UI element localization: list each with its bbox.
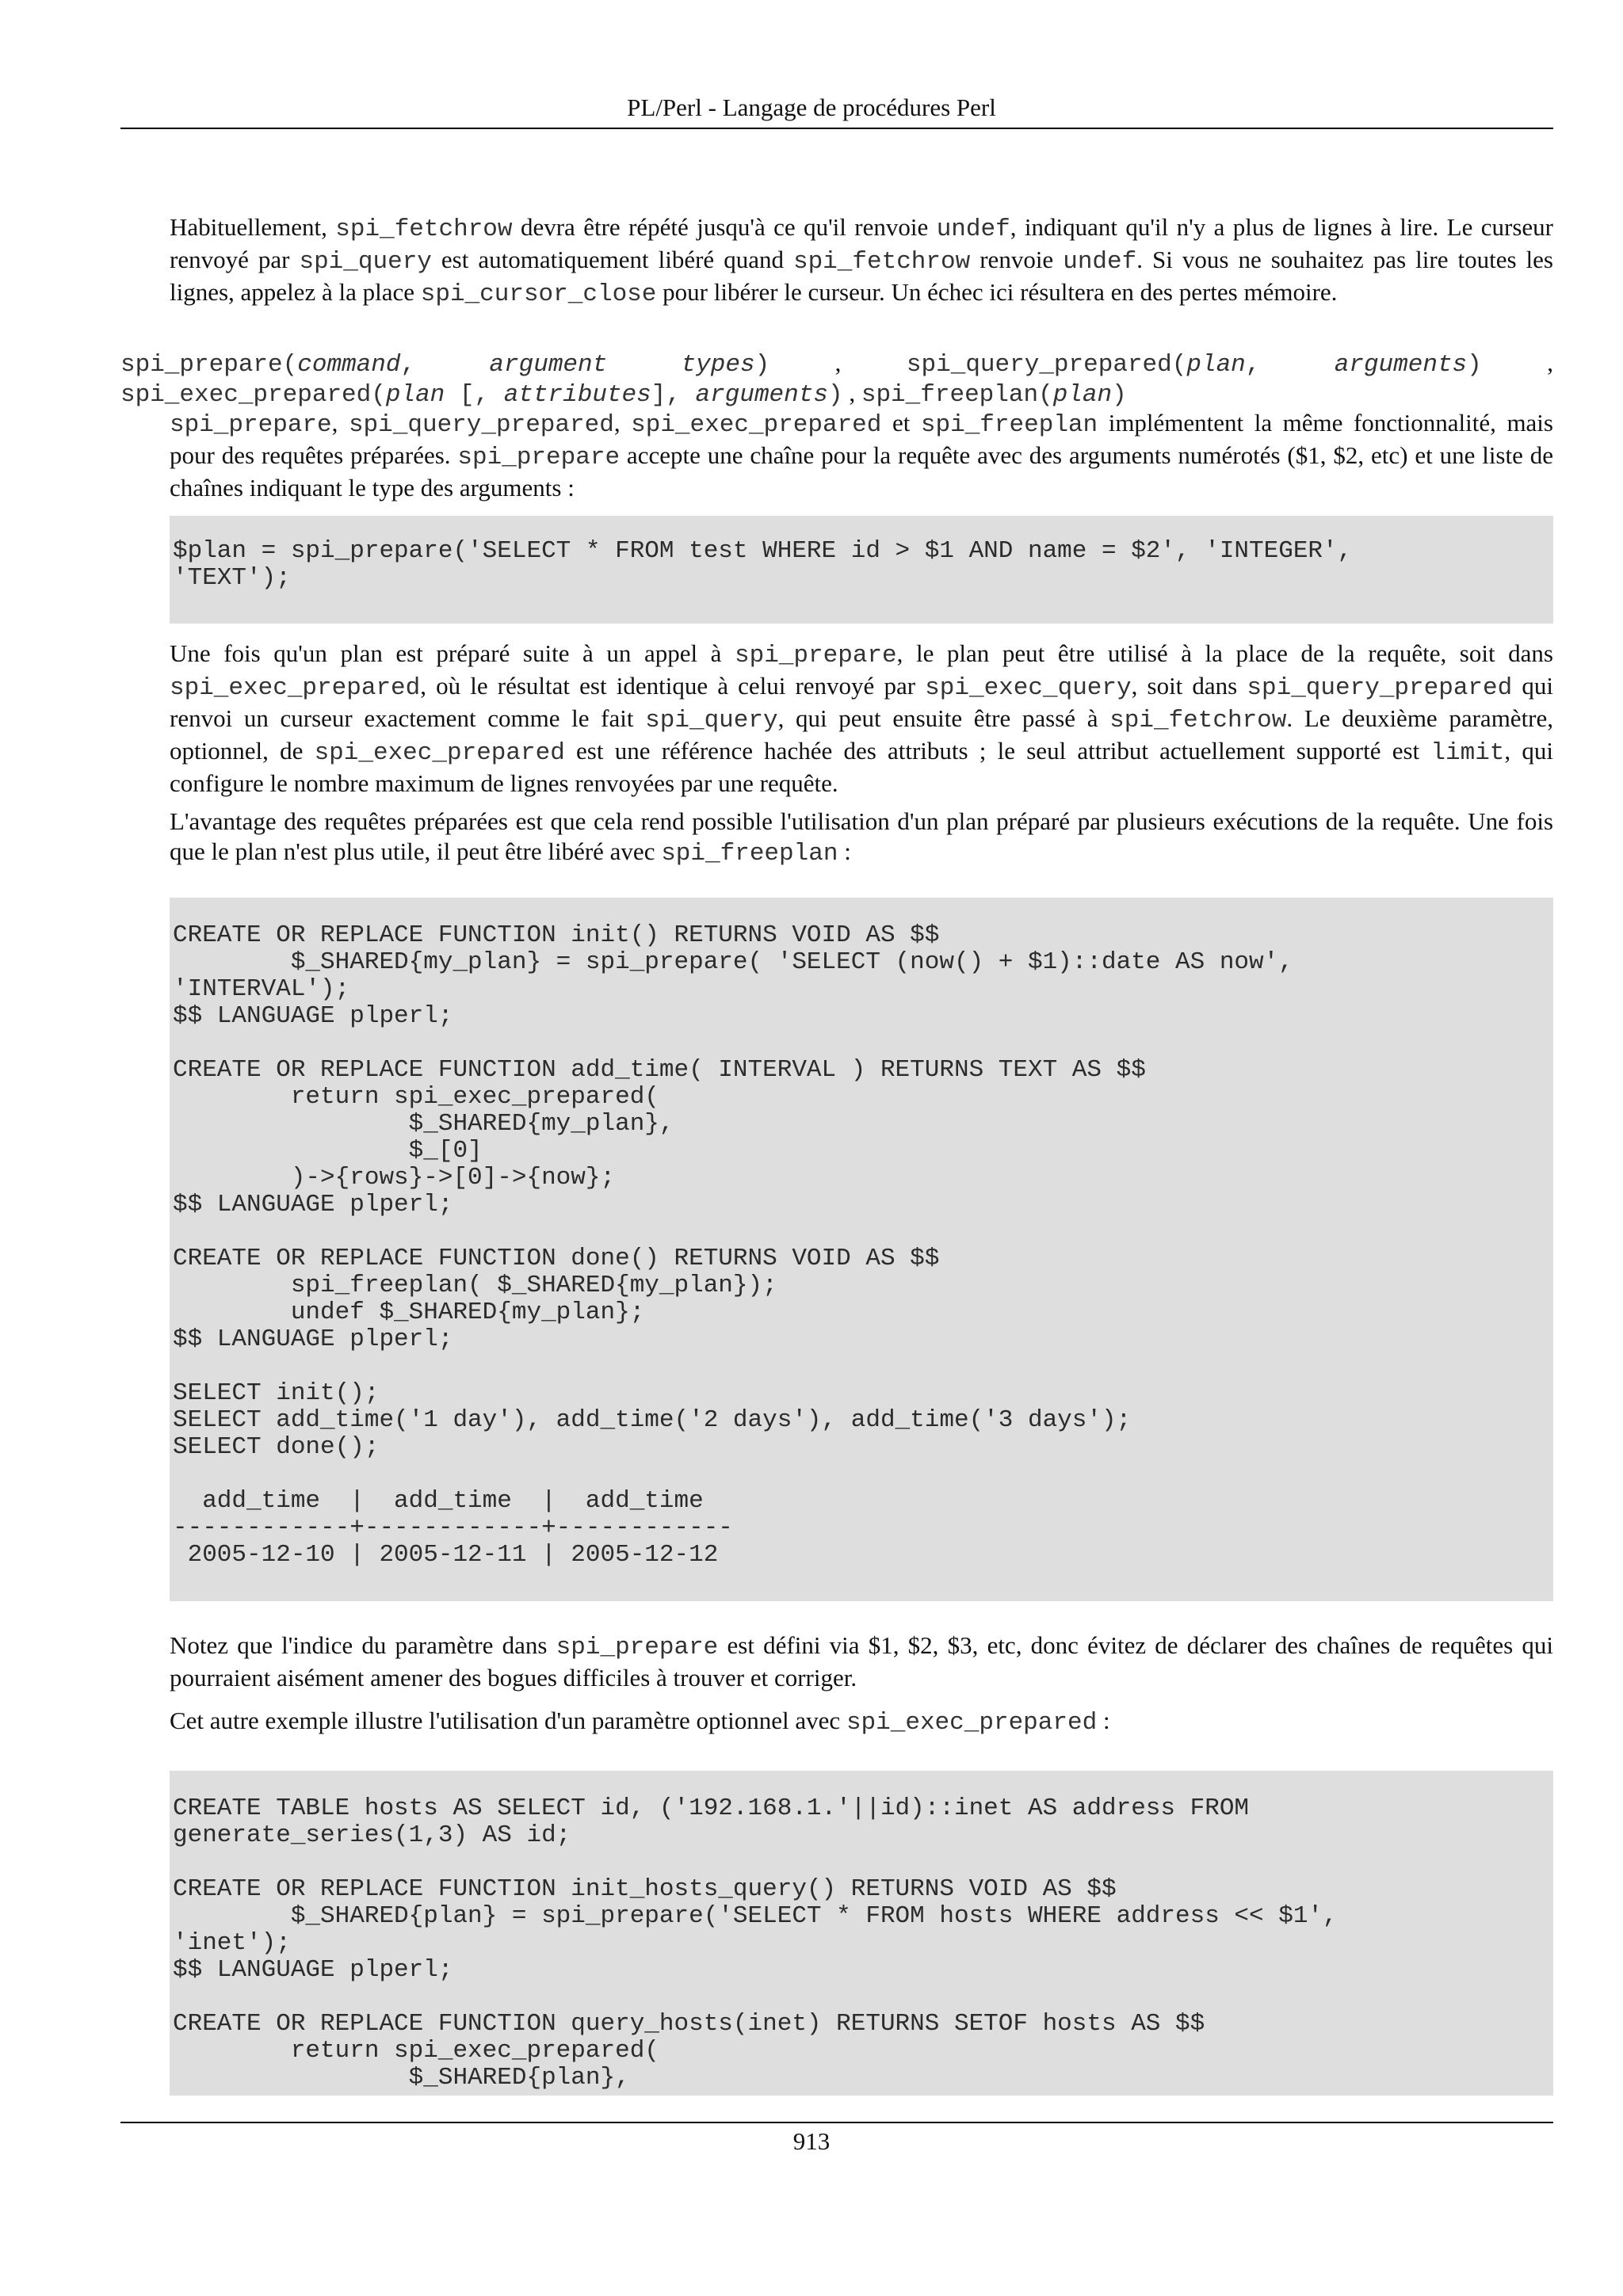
paragraph-parameter-index: Notez que l'indice du paramètre dans spi_prepare est défini via $1, $2, $3, etc, donc évitez de déclarer des chaînes de requêtes qui pourraient aisément amener des bogues difficiles à trouver et corriger. (170, 1631, 1553, 1691)
inline-code: spi_freeplan (920, 411, 1098, 439)
inline-code: spi_query_prepared (348, 411, 614, 439)
inline-code: spi_freeplan (661, 840, 838, 868)
code-block-hosts-example (170, 1771, 1553, 2096)
inline-code: spi_fetchrow (1109, 707, 1287, 734)
inline-code: spi_prepare (735, 642, 897, 669)
inline-code: undef (936, 215, 1010, 243)
code-listing: $plan = spi_prepare('SELECT * FROM test WHERE id > $1 AND name = $2', 'INTEGER', 'TEXT'); (173, 537, 1353, 592)
paragraph-optional-parameter: Cet autre exemple illustre l'utilisation d'un paramètre optionnel avec spi_exec_prepared : (170, 1707, 1110, 1737)
inline-code: spi_cursor_close (420, 280, 657, 308)
paragraph-fetchrow: Habituellement, spi_fetchrow devra être répété jusqu'à ce qu'il renvoie undef, indiquant qu'il n'y a plus de lignes à lire. Le curseur renvoyé par spi_query est automatiquement libéré quand spi_fetchrow renvoie undef. Si vous ne souhaitez pas lire toutes les lignes, appelez à la place spi_cursor_close pour libérer le curseur. Un échec ici résultera en des pertes mémoire. (170, 213, 1554, 308)
inline-code: spi_exec_query (925, 674, 1132, 702)
inline-code: spi_exec_prepared (170, 674, 421, 702)
inline-code: spi_fetchrow (335, 215, 513, 243)
code-block-plan-lifecycle (170, 898, 1553, 1601)
header-divider (120, 128, 1553, 129)
inline-code: spi_query_prepared (1247, 674, 1513, 702)
inline-code: spi_prepare (457, 444, 621, 471)
inline-code: spi_prepare (556, 1634, 719, 1661)
inline-code: spi_query (299, 248, 432, 276)
inline-code: spi_exec_prepared (314, 739, 565, 767)
code-listing: CREATE OR REPLACE FUNCTION init() RETURNS VOID AS $$ $_SHARED{my_plan} = spi_prepare( 'SELECT (now() + $1)::date AS now', 'INTERVAL'); $$ LANGUAGE plperl; CREATE OR REPLACE FUNCTION add_time( INTERVAL ) RETURNS TEXT AS $$ return spi_exec_prepared( $_SHARED{my_plan}, $_[0] )->{rows}->[0]->{now}; $$ LANGUAGE plperl; CREATE OR REPLACE FUNCTION done() RETURNS VOID AS $$ spi_freeplan( $_SHARED{my_plan}); undef $_SHARED{my_plan}; $$ LANGUAGE plperl; SELECT init(); SELECT add_time('1 day'), add_time('2 days'), add_time('3 days'); SELECT done(); add_time | add_time | add_time ------------+------------+------------ 2005-12-10 | 2005-12-11 | 2005-12-12 (173, 921, 1293, 1569)
inline-code: spi_query (645, 707, 778, 734)
paragraph-freeplan: L'avantage des requêtes préparées est que cela rend possible l'utilisation d'un plan préparé par plusieurs exécutions de la requête. Une fois que le plan n'est plus utile, il peut être libéré avec spi_freeplan : (170, 807, 1553, 868)
inline-code: spi_exec_prepared (846, 1709, 1098, 1737)
footer-divider (120, 2122, 1553, 2123)
paragraph-plan-usage: Une fois qu'un plan est préparé suite à un appel à spi_prepare, le plan peut être utilisé à la place de la requête, soit dans spi_exec_prepared, où le résultat est identique à celui renvoyé par spi_exec_query, soit dans spi_query_prepared qui renvoi un curseur exactement comme le fait spi_query, qui peut ensuite être passé à spi_fetchrow. Le deuxième paramètre, optionnel, de spi_exec_prepared est une référence hachée des attributs ; le seul attribut actuellement supporté est limit, qui configure le nombre maximum de lignes renvoyées par une requête. (170, 639, 1554, 797)
definition-term-line-1: spi_prepare(command, argument types) , spi_query_prepared(plan, arguments) , (120, 349, 1554, 379)
inline-code: undef (1063, 248, 1137, 276)
code-block-prepare-example (170, 516, 1553, 624)
inline-code: spi_fetchrow (792, 248, 971, 276)
inline-code: spi_exec_prepared (631, 411, 882, 439)
inline-code: spi_prepare (170, 411, 332, 439)
paragraph-prepare-description: spi_prepare, spi_query_prepared, spi_exec_prepared et spi_freeplan implémentent la même fonctionnalité, mais pour des requêtes préparées. spi_prepare accepte une chaîne pour la requête avec des arguments numérotés ($1, $2, etc) et une liste de chaînes indiquant le type des arguments : (170, 409, 1554, 502)
definition-term-line-2: spi_exec_prepared(plan [, attributes], arguments) , spi_freeplan(plan) (120, 379, 1127, 409)
page-number: 913 (792, 2127, 831, 2155)
running-header: PL/Perl - Langage de procédures Perl (627, 93, 996, 121)
code-listing: CREATE TABLE hosts AS SELECT id, ('192.168.1.'||id)::inet AS address FROM generate_series(1,3) AS id; CREATE OR REPLACE FUNCTION init_hosts_query() RETURNS VOID AS $$ $_SHARED{plan} = spi_prepare('SELECT * FROM hosts WHERE address << $1', 'inet'); $$ LANGUAGE plperl; CREATE OR REPLACE FUNCTION query_hosts(inet) RETURNS SETOF hosts AS $$ return spi_exec_prepared( $_SHARED{plan}, (173, 1794, 1338, 2092)
inline-code: limit (1430, 739, 1505, 767)
